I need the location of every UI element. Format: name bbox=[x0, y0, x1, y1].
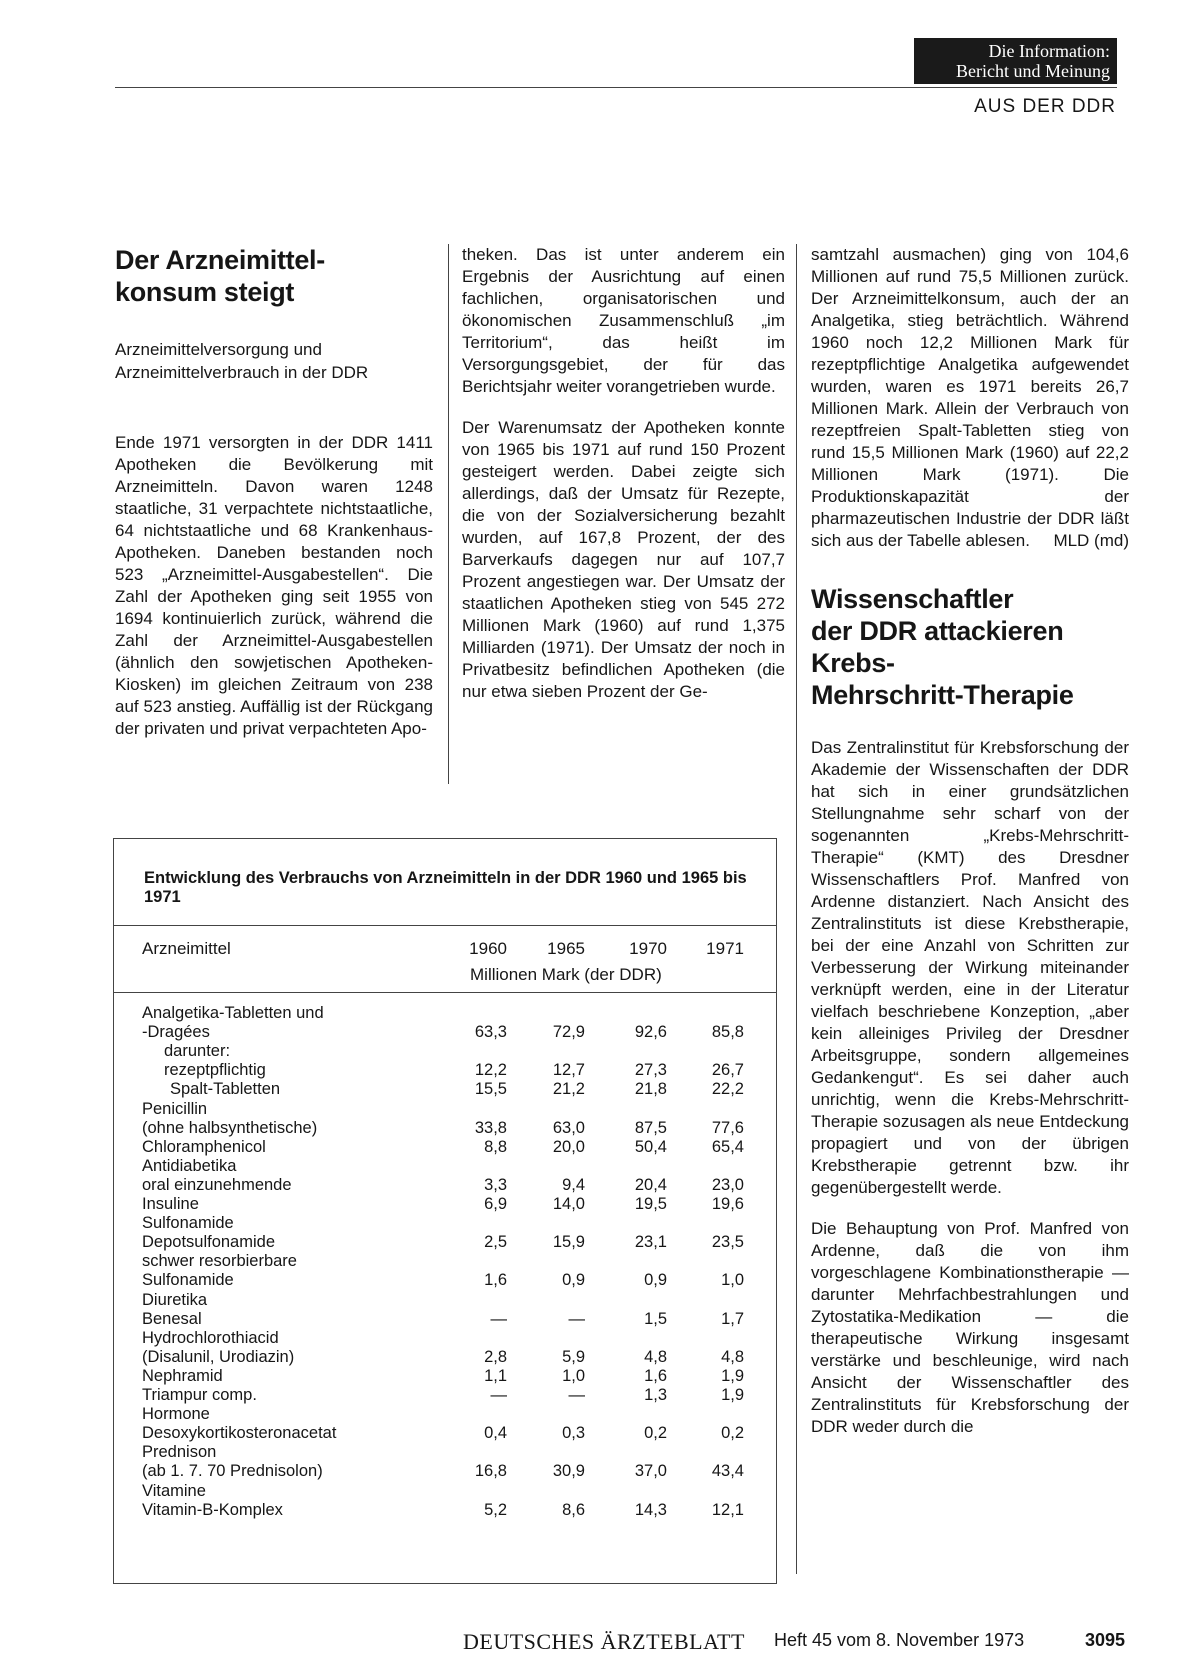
table-header-label: Arzneimittel bbox=[142, 939, 231, 958]
article-2-paragraph-2: Die Behauptung von Prof. Manfred von Ardenne, daß die von ihm vorgeschlagene Kombinationstherapie — darunter Mehrfachbestrahlungen und Zytostatika-Medikation — die therapeutische Wirkung insgesamt verstärke und beschleunige, wird nach Ansicht der Wissenschaftler des Zentralinstituts für Krebsforschung der DDR weder durch die bbox=[811, 1219, 1129, 1436]
row-value: 23,0 bbox=[711, 1175, 744, 1194]
column-1 bbox=[115, 244, 433, 740]
row-label: Prednison bbox=[142, 1443, 217, 1462]
row-value: 0,4 bbox=[484, 1424, 507, 1443]
row-value: 65,4 bbox=[711, 1137, 744, 1156]
article-1-paragraph-4 bbox=[811, 244, 1129, 552]
article-1-paragraph-2: theken. Das ist unter anderem ein Ergebnis der Ausrichtung auf einen fachlichen, organisatorischen und ökonomischen Zusammenschluß „im Territorium“, das heißt im Versorgungsgebiet, der für das Berichtsjahr weiter vorangetrieben wurde. bbox=[462, 245, 785, 396]
row-value: 23,5 bbox=[711, 1233, 744, 1252]
row-label: Sulfonamide bbox=[142, 1214, 234, 1233]
row-value: 63,3 bbox=[474, 1023, 507, 1042]
row-label: Insuline bbox=[142, 1195, 199, 1213]
table-caption: Entwicklung des Verbrauchs von Arzneimitteln in der DDR 1960 und 1965 bis 1971 bbox=[144, 869, 747, 906]
row-value: 14,0 bbox=[552, 1195, 585, 1213]
row-value: 1,1 bbox=[484, 1366, 507, 1385]
table-row bbox=[142, 1367, 762, 1386]
consumption-table bbox=[113, 838, 777, 1584]
table-row bbox=[142, 1119, 762, 1138]
table-row bbox=[142, 1443, 762, 1462]
table-row bbox=[142, 1252, 762, 1271]
table-row bbox=[142, 1004, 762, 1023]
table-rule bbox=[114, 992, 776, 993]
subhead-line: Arzneimittelversorgung und bbox=[115, 340, 322, 359]
author-signature: MLD (md) bbox=[1053, 531, 1129, 550]
row-label: Chloramphenicol bbox=[142, 1137, 266, 1156]
headline-line: der DDR attackieren bbox=[811, 616, 1064, 646]
table-row bbox=[142, 1310, 762, 1329]
row-label: schwer resorbierbare bbox=[142, 1252, 297, 1271]
row-value: 23,1 bbox=[634, 1233, 667, 1252]
row-value: 0,2 bbox=[644, 1424, 667, 1443]
row-value: 63,0 bbox=[552, 1118, 585, 1137]
row-value: 12,2 bbox=[474, 1061, 507, 1080]
headline-line: konsum steigt bbox=[115, 277, 295, 307]
row-value: 16,8 bbox=[474, 1462, 507, 1481]
row-value: 15,5 bbox=[474, 1080, 507, 1099]
row-label: Antidiabetika bbox=[142, 1156, 237, 1175]
table-row bbox=[142, 1424, 762, 1443]
row-value: 21,8 bbox=[634, 1080, 667, 1099]
row-value: 26,7 bbox=[711, 1061, 744, 1080]
row-value: 12,1 bbox=[711, 1500, 744, 1519]
headline-line: Der Arzneimittel- bbox=[115, 245, 325, 275]
table-row bbox=[142, 1386, 762, 1405]
article-1-paragraph-3: Der Warenumsatz der Apotheken konnte von 1965 bis 1971 auf rund 150 Prozent gesteigert werden. Dabei zeigte sich allerdings, daß der Umsatz für Rezepte, die von der Sozialversicherung bezahlt wurden, auf 167,8 Prozent, der des Barverkaufs dagegen nur auf 107,7 Prozent angestiegen war. Der Umsatz der staatlichen Apotheken stieg von 545 272 Millionen Mark (1960) auf rund 1,375 Milliarden (1971). Der Umsatz der noch in Privatbesitz befindlichen Apotheken (die nur etwa sieben Prozent der Ge- bbox=[462, 418, 785, 701]
article-1-subhead bbox=[115, 338, 433, 384]
row-label: Penicillin bbox=[142, 1099, 208, 1118]
row-label: oral einzunehmende bbox=[142, 1175, 292, 1194]
row-label: Depotsulfonamide bbox=[142, 1233, 275, 1252]
row-value: 0,9 bbox=[644, 1271, 667, 1290]
row-value: 3,3 bbox=[484, 1175, 507, 1194]
column-2 bbox=[462, 244, 785, 703]
row-label: Hormone bbox=[142, 1405, 210, 1424]
table-row bbox=[142, 1271, 762, 1290]
row-value: — bbox=[568, 1309, 585, 1328]
table-row bbox=[142, 1405, 762, 1424]
row-value: 2,8 bbox=[484, 1347, 507, 1366]
table-row bbox=[142, 1157, 762, 1176]
row-label: Triampur comp. bbox=[142, 1386, 257, 1404]
section-badge bbox=[914, 38, 1117, 84]
row-label: Sulfonamide bbox=[142, 1271, 234, 1290]
row-value: 8,6 bbox=[562, 1500, 585, 1519]
headline-line: Krebs- bbox=[811, 648, 895, 678]
row-value: 21,2 bbox=[552, 1080, 585, 1099]
row-value: 8,8 bbox=[484, 1137, 507, 1156]
row-value: 1,0 bbox=[562, 1366, 585, 1385]
row-value: 43,4 bbox=[711, 1462, 744, 1481]
row-label: Desoxykortikosteronacetat bbox=[142, 1424, 337, 1443]
article-2-headline bbox=[811, 583, 1129, 711]
table-row bbox=[142, 1233, 762, 1252]
table-row bbox=[142, 1061, 762, 1080]
row-value: 4,8 bbox=[644, 1347, 667, 1366]
row-value: 20,0 bbox=[552, 1137, 585, 1156]
row-value: 0,2 bbox=[721, 1424, 744, 1443]
column-divider bbox=[448, 244, 449, 784]
badge-line-2: Bericht und Meinung bbox=[956, 61, 1110, 81]
row-value: 1,5 bbox=[644, 1309, 667, 1328]
table-row bbox=[142, 1329, 762, 1348]
row-value: 30,9 bbox=[552, 1462, 585, 1481]
issue-info: Heft 45 vom 8. November 1973 bbox=[774, 1630, 1025, 1650]
row-value: 22,2 bbox=[711, 1080, 744, 1099]
row-value: 77,6 bbox=[711, 1118, 744, 1137]
row-label: (Disalunil, Urodiazin) bbox=[142, 1347, 295, 1366]
row-value: 92,6 bbox=[634, 1023, 667, 1042]
row-value: 87,5 bbox=[634, 1118, 667, 1137]
table-row bbox=[142, 1348, 762, 1367]
headline-line: Wissenschaftler bbox=[811, 584, 1014, 614]
row-label: (ab 1. 7. 70 Prednisolon) bbox=[142, 1462, 323, 1481]
row-value: 0,9 bbox=[562, 1271, 585, 1290]
row-label: Benesal bbox=[142, 1309, 202, 1328]
row-value: 15,9 bbox=[552, 1233, 585, 1252]
row-label: rezeptpflichtig bbox=[164, 1061, 266, 1080]
table-rule bbox=[114, 925, 776, 926]
table-row bbox=[142, 1100, 762, 1119]
year-header: 1965 bbox=[547, 939, 585, 958]
table-row bbox=[142, 1195, 762, 1214]
row-value: 1,9 bbox=[721, 1386, 744, 1404]
table-row bbox=[142, 1176, 762, 1195]
table-row bbox=[142, 1501, 762, 1520]
headline-line: Mehrschritt-Therapie bbox=[811, 680, 1074, 710]
column-divider bbox=[796, 244, 797, 1574]
row-label: Spalt-Tabletten bbox=[170, 1080, 281, 1099]
row-value: 12,7 bbox=[552, 1061, 585, 1080]
row-value: 9,4 bbox=[562, 1175, 585, 1194]
header-rule bbox=[115, 87, 1117, 88]
table-row bbox=[142, 1462, 762, 1481]
row-label: Diuretika bbox=[142, 1290, 208, 1309]
row-label: Nephramid bbox=[142, 1366, 223, 1385]
column-3 bbox=[811, 244, 1129, 1438]
row-label: Analgetika-Tabletten und bbox=[142, 1004, 324, 1022]
row-label: Vitamin-B-Komplex bbox=[142, 1500, 283, 1519]
article-2-paragraph-1: Das Zentralinstitut für Krebsforschung der Akademie der Wissenschaften der DDR hat sich in einer grundsätzlichen Stellungnahme sehr scharf von der sogenannten „Krebs-Mehrschritt-Therapie“ (KMT) des Dresdner Wissenschaftlers Prof. Manfred von Ardenne distanziert. Nach Ansicht des Zentralinstituts ist diese Krebstherapie, bei der eine Anzahl von Schritten zur Verbesserung der Wirkung miteinander verknüpft werden, eine in der Literatur vielfach beschriebene Konzeption, „aber kein alleiniges Privileg der Dresdner Arbeitsgruppe, sondern allgemeines Gedankengut“. Es sei daher auch unrichtig, wenn die Krebs-Mehrschritt-Therapie sozusagen als neue Entdeckung propagiert und von der übrigen Krebstherapie getrennt bzw. ihr gegenübergestellt werde. bbox=[811, 738, 1129, 1197]
year-header: 1970 bbox=[629, 939, 667, 958]
row-value: 37,0 bbox=[634, 1462, 667, 1481]
row-value: 19,5 bbox=[634, 1195, 667, 1213]
table-row bbox=[142, 1138, 762, 1157]
row-value: 0,3 bbox=[562, 1424, 585, 1443]
row-value: 85,8 bbox=[711, 1023, 744, 1042]
table-row bbox=[142, 1042, 762, 1061]
row-value: 33,8 bbox=[474, 1118, 507, 1137]
row-value: 20,4 bbox=[634, 1175, 667, 1194]
row-value: — bbox=[490, 1309, 507, 1328]
row-value: 14,3 bbox=[634, 1500, 667, 1519]
table-row bbox=[142, 1214, 762, 1233]
row-label: Hydrochlorothiacid bbox=[142, 1328, 279, 1347]
row-value: 4,8 bbox=[721, 1347, 744, 1366]
row-value: 6,9 bbox=[484, 1195, 507, 1213]
subhead-line: Arzneimittelverbrauch in der DDR bbox=[115, 363, 369, 382]
badge-line-1: Die Information: bbox=[988, 41, 1110, 61]
article-1-headline bbox=[115, 244, 433, 308]
row-label: -Dragées bbox=[142, 1023, 210, 1042]
row-value: 1,9 bbox=[721, 1366, 744, 1385]
year-header: 1971 bbox=[706, 939, 744, 958]
row-value: 5,9 bbox=[562, 1347, 585, 1366]
year-header: 1960 bbox=[469, 939, 507, 958]
row-value: 1,6 bbox=[484, 1271, 507, 1290]
row-value: 50,4 bbox=[634, 1137, 667, 1156]
row-label: Vitamine bbox=[142, 1481, 206, 1500]
row-label: (ohne halbsynthetische) bbox=[142, 1118, 318, 1137]
page-number: 3095 bbox=[1085, 1630, 1126, 1650]
row-value: 27,3 bbox=[634, 1061, 667, 1080]
journal-name: DEUTSCHES ÄRZTEBLATT bbox=[463, 1629, 745, 1654]
section-label: AUS DER DDR bbox=[974, 96, 1116, 117]
row-value: 1,3 bbox=[644, 1386, 667, 1404]
paragraph-text: samtzahl ausmachen) ging von 104,6 Millionen auf rund 75,5 Millionen zurück. Der Arzneimittelkonsum, auch der an Analgetika, stieg beträchtlich. Während 1960 noch 12,2 Millionen Mark für rezeptpflichtige Analgetika aufgewendet wurden, waren es 1971 bereits 26,7 Millionen Mark. Allein der Verbrauch von rezeptfreien Spalt-Tabletten stieg von rund 15,5 Millionen Mark (1960) auf 22,2 Millionen Mark (1971). Die Produktionskapazität der pharmazeutischen Industrie der DDR läßt sich aus der Tabelle ablesen. bbox=[811, 245, 1129, 550]
row-value: 1,0 bbox=[721, 1271, 744, 1290]
table-row bbox=[142, 1291, 762, 1310]
row-value: 1,7 bbox=[721, 1309, 744, 1328]
row-value: 19,6 bbox=[711, 1195, 744, 1213]
table-row bbox=[142, 1482, 762, 1501]
row-value: — bbox=[568, 1386, 585, 1404]
row-value: 72,9 bbox=[552, 1023, 585, 1042]
row-value: 1,6 bbox=[644, 1366, 667, 1385]
article-1-paragraph-1: Ende 1971 versorgten in der DDR 1411 Apotheken die Bevölkerung mit Arzneimitteln. Davon waren 1248 staatliche, 31 verpachtete nichtstaatliche, 64 nichtstaatliche und 68 Krankenhaus-Apotheken. Daneben bestanden noch 523 „Arzneimittel-Ausgabestellen“. Die Zahl der Apotheken ging seit 1955 von 1694 kontinuierlich zurück, während die Zahl der Arzneimittel-Ausgabestellen (ähnlich den sowjetischen Apotheken-Kiosken) im gleichen Zeitraum von 238 auf 523 anstieg. Auffällig ist der Rückgang der privaten und privat verpachteten Apo- bbox=[115, 433, 433, 738]
row-value: 2,5 bbox=[484, 1233, 507, 1252]
table-unit-label: Millionen Mark (der DDR) bbox=[470, 965, 662, 984]
table-row bbox=[142, 1080, 762, 1099]
row-value: 5,2 bbox=[484, 1500, 507, 1519]
table-row bbox=[142, 1023, 762, 1042]
row-value: — bbox=[490, 1386, 507, 1404]
row-label: darunter: bbox=[164, 1042, 231, 1061]
